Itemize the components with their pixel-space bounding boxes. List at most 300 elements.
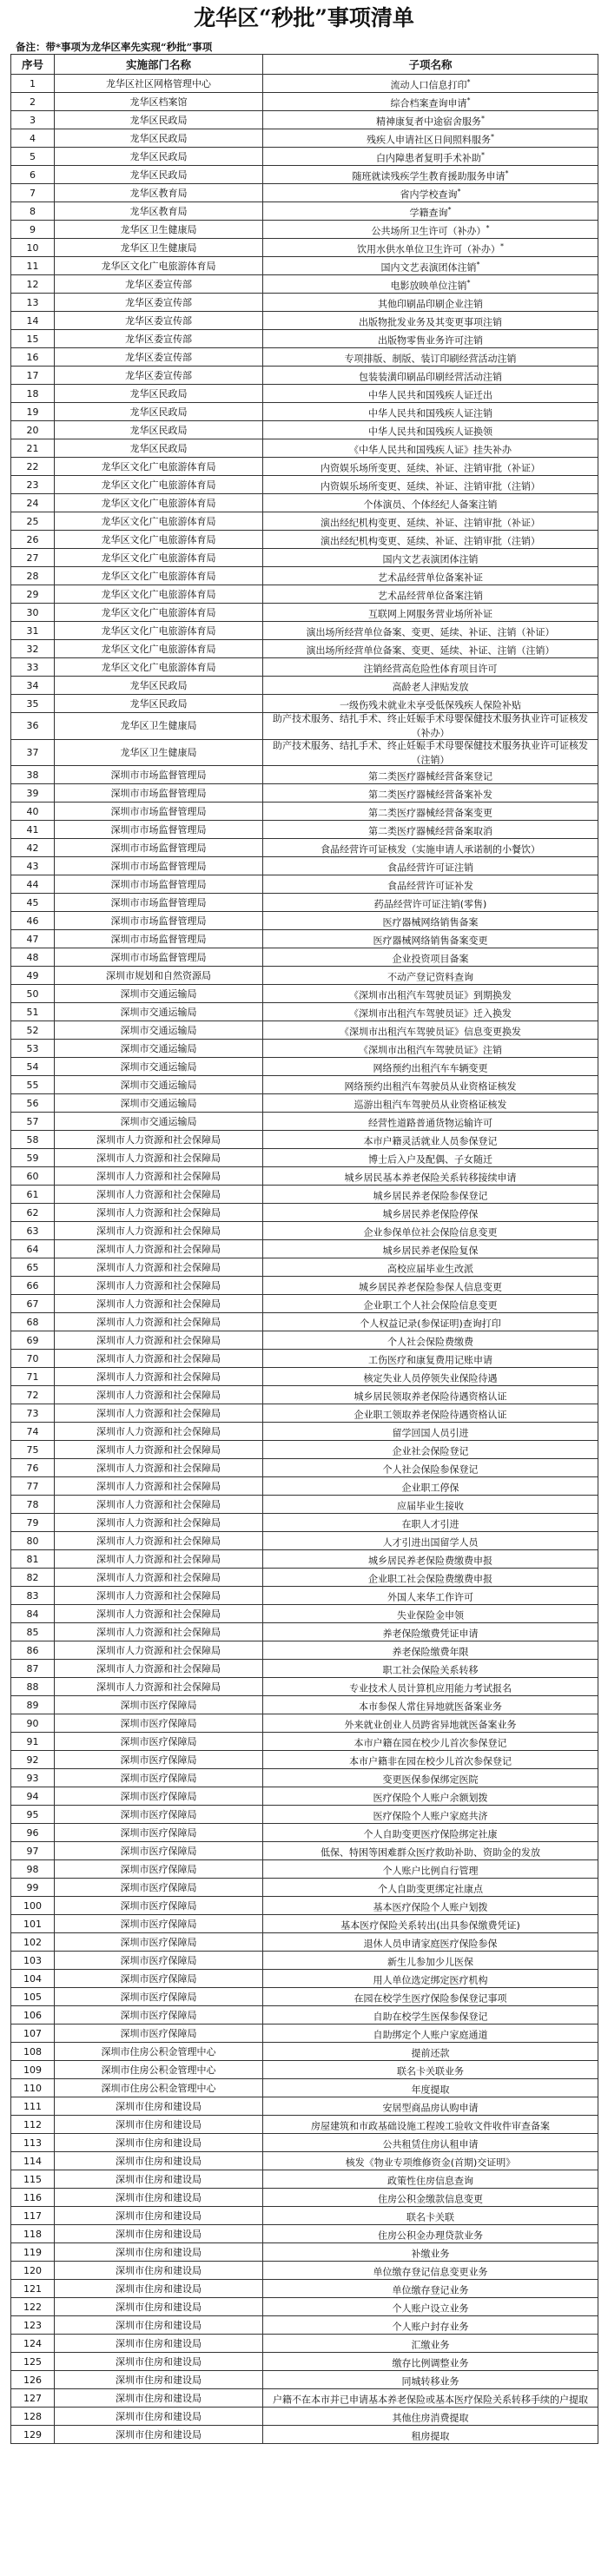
row-item-name [263, 421, 598, 439]
row-department: 深圳市医疗保障局 [55, 1970, 263, 1988]
row-item-name [263, 476, 598, 494]
row-number: 106 [11, 2006, 55, 2024]
table-header-row [11, 55, 598, 75]
row-department: 深圳市人力资源和社会保障局 [55, 1423, 263, 1441]
row-item-name [263, 1021, 598, 1040]
row-department: 深圳市住房公积金管理中心 [55, 2079, 263, 2097]
row-item-text: 企业职工个人社会保险信息变更 [363, 1299, 498, 1311]
row-number: 70 [11, 1350, 55, 1368]
row-item-name [263, 1696, 598, 1714]
row-number: 55 [11, 1076, 55, 1094]
row-department: 深圳市医疗保障局 [55, 2024, 263, 2043]
row-item-text: 高龄老人津贴发放 [392, 681, 469, 693]
row-department: 龙华区民政局 [55, 111, 263, 129]
row-number: 32 [11, 640, 55, 658]
row-department: 龙华区委宣传部 [55, 330, 263, 348]
row-number: 84 [11, 1605, 55, 1623]
row-item-text: 助产技术服务、结扎手术、终止妊娠手术母婴保健技术服务执业许可证核发（注销） [273, 739, 588, 766]
row-item-name [263, 1714, 598, 1733]
row-number: 46 [11, 912, 55, 930]
table-row [11, 1514, 598, 1532]
row-item-text: 内资娱乐场所变更、延续、补证、注销审批（补证） [321, 462, 540, 474]
row-number: 54 [11, 1058, 55, 1076]
row-item-name [263, 1258, 598, 1277]
table-row [11, 111, 598, 129]
row-number: 110 [11, 2079, 55, 2097]
table-row [11, 567, 598, 585]
row-department: 深圳市人力资源和社会保障局 [55, 1641, 263, 1660]
row-number: 22 [11, 458, 55, 476]
row-number: 25 [11, 512, 55, 531]
row-item-text: 单位缴存登记业务 [392, 2284, 469, 2296]
row-item-name [263, 275, 598, 294]
row-department: 龙华区委宣传部 [55, 367, 263, 385]
table-row [11, 512, 598, 531]
row-item-name [263, 1514, 598, 1532]
row-number: 72 [11, 1386, 55, 1404]
table-row [11, 2316, 598, 2335]
row-item-name [263, 1277, 598, 1295]
table-row [11, 2426, 598, 2444]
table-row [11, 367, 598, 385]
row-item-name [263, 1860, 598, 1879]
row-department: 深圳市人力资源和社会保障局 [55, 1496, 263, 1514]
row-department: 深圳市住房和建设局 [55, 2389, 263, 2408]
row-item-name [263, 1368, 598, 1386]
row-item-name [263, 1131, 598, 1149]
row-item-name [263, 2116, 598, 2134]
row-department: 龙华区民政局 [55, 148, 263, 166]
row-item-name [263, 1660, 598, 1678]
row-item-name [263, 912, 598, 930]
table-row [11, 739, 598, 766]
row-department: 深圳市住房和建设局 [55, 2134, 263, 2152]
row-item-text: 同城转移业务 [401, 2375, 459, 2388]
row-number: 39 [11, 784, 55, 803]
row-item-name [263, 129, 598, 148]
row-item-text: 住房公积金办理贷款业务 [378, 2229, 483, 2242]
row-department: 深圳市市场监督管理局 [55, 948, 263, 967]
row-item-name [263, 148, 598, 166]
row-item-name [263, 604, 598, 622]
row-department: 深圳市医疗保障局 [55, 1879, 263, 1897]
row-number: 80 [11, 1532, 55, 1550]
table-row [11, 1094, 598, 1113]
row-item-text: 残疾人申请社区日间照料服务 [367, 134, 491, 146]
table-row [11, 531, 598, 549]
row-item-name [263, 1404, 598, 1423]
row-item-text: 第二类医疗器械经营备案取消 [368, 825, 492, 837]
row-item-name [263, 2426, 598, 2444]
table-row [11, 1350, 598, 1368]
row-item-name [263, 2280, 598, 2298]
row-item-text: 《深圳市出租汽车驾驶员证》注销 [359, 1044, 502, 1056]
table-row [11, 1003, 598, 1021]
row-department: 龙华区教育局 [55, 202, 263, 221]
row-item-text: 出版物批发业务及其变更事项注销 [359, 316, 502, 328]
row-department: 深圳市人力资源和社会保障局 [55, 1131, 263, 1149]
row-number: 51 [11, 1003, 55, 1021]
row-department: 深圳市人力资源和社会保障局 [55, 1149, 263, 1167]
table-row [11, 1131, 598, 1149]
row-item-text: 应届毕业生接收 [397, 1500, 464, 1512]
row-item-name [263, 1113, 598, 1131]
row-number: 129 [11, 2426, 55, 2444]
row-department: 龙华区卫生健康局 [55, 239, 263, 257]
row-number: 35 [11, 695, 55, 713]
row-number: 68 [11, 1313, 55, 1331]
row-department: 龙华区教育局 [55, 184, 263, 202]
row-number: 28 [11, 567, 55, 585]
row-number: 82 [11, 1569, 55, 1587]
row-number: 86 [11, 1641, 55, 1660]
row-item-name [263, 1441, 598, 1459]
row-item-name [263, 1094, 598, 1113]
row-item-name [263, 1879, 598, 1897]
row-number: 31 [11, 622, 55, 640]
row-item-text: 失业保险金申领 [397, 1609, 464, 1622]
row-item-name [263, 1787, 598, 1806]
row-item-name [263, 784, 598, 803]
row-department: 龙华区委宣传部 [55, 312, 263, 330]
row-item-text: 艺术品经营单位备案补证 [378, 571, 483, 584]
row-number: 14 [11, 312, 55, 330]
row-number: 53 [11, 1040, 55, 1058]
row-number: 78 [11, 1496, 55, 1514]
table-row [11, 713, 598, 740]
row-department: 深圳市规划和自然资源局 [55, 967, 263, 985]
row-department: 龙华区文化广电旅游体育局 [55, 494, 263, 512]
row-item-text: 个人账户比例自行管理 [382, 1865, 479, 1877]
row-department: 深圳市人力资源和社会保障局 [55, 1368, 263, 1386]
row-item-name [263, 1477, 598, 1496]
table-row [11, 1113, 598, 1131]
row-department: 深圳市医疗保障局 [55, 1806, 263, 1824]
row-number: 119 [11, 2243, 55, 2262]
row-item-name [263, 1532, 598, 1550]
row-item-text: 企业职工领取养老保险待遇资格认证 [354, 1409, 507, 1421]
row-item-text: 单位缴存登记信息变更业务 [373, 2266, 488, 2278]
table-row [11, 1477, 598, 1496]
first-in-district-mark: * [491, 132, 494, 141]
row-item-name [263, 1733, 598, 1751]
row-item-text: 药品经营许可证注销(零售) [373, 898, 487, 910]
row-department: 深圳市住房和建设局 [55, 2316, 263, 2335]
row-number: 113 [11, 2134, 55, 2152]
row-item-name [263, 821, 598, 839]
row-department: 深圳市医疗保障局 [55, 1733, 263, 1751]
row-number: 59 [11, 1149, 55, 1167]
table-row [11, 839, 598, 857]
row-department: 龙华区文化广电旅游体育局 [55, 531, 263, 549]
table-row [11, 129, 598, 148]
table-row [11, 1970, 598, 1988]
row-item-text: 外国人来华工作许可 [387, 1591, 473, 1603]
row-number: 17 [11, 367, 55, 385]
header-dept: 实施部门名称 [55, 55, 263, 75]
row-department: 深圳市医疗保障局 [55, 1933, 263, 1952]
table-row [11, 1569, 598, 1587]
row-department: 深圳市人力资源和社会保障局 [55, 1222, 263, 1240]
row-item-text: 中华人民共和国残疾人证注销 [368, 407, 492, 419]
table-row [11, 294, 598, 312]
row-number: 71 [11, 1368, 55, 1386]
row-number: 6 [11, 166, 55, 184]
row-number: 49 [11, 967, 55, 985]
table-row [11, 1550, 598, 1569]
header-item: 子项名称 [263, 55, 598, 75]
row-department: 龙华区民政局 [55, 421, 263, 439]
row-department: 深圳市医疗保障局 [55, 1769, 263, 1787]
row-number: 60 [11, 1167, 55, 1186]
table-row [11, 166, 598, 184]
row-number: 91 [11, 1733, 55, 1751]
row-item-name [263, 2243, 598, 2262]
row-item-name [263, 640, 598, 658]
table-row [11, 257, 598, 275]
row-item-name [263, 2353, 598, 2371]
row-item-text: 食品经营许可证补发 [387, 880, 473, 892]
row-item-text: 《深圳市出租汽车驾驶员证》迁入换发 [349, 1007, 512, 1020]
row-item-text: 户籍不在本市并已申请基本养老保险或基本医疗保险关系转移手续的户提取 [273, 2394, 588, 2406]
row-item-name [263, 93, 598, 111]
table-row [11, 2243, 598, 2262]
row-item-text: 企业社会保险登记 [392, 1445, 469, 1457]
row-item-name [263, 585, 598, 604]
row-department: 龙华区卫生健康局 [55, 739, 263, 766]
row-item-name [263, 1423, 598, 1441]
table-row [11, 2043, 598, 2061]
first-in-district-mark: * [447, 205, 452, 214]
row-item-name [263, 221, 598, 239]
row-number: 10 [11, 239, 55, 257]
row-number: 87 [11, 1660, 55, 1678]
table-row [11, 2024, 598, 2043]
row-item-text: 出版物零售业务许可注销 [378, 334, 483, 347]
row-department: 龙华区文化广电旅游体育局 [55, 658, 263, 677]
row-item-text: 在园在校学生医疗保险参保登记事项 [354, 1992, 507, 2005]
row-number: 12 [11, 275, 55, 294]
row-item-text: 《中华人民共和国残疾人证》挂失补办 [349, 444, 512, 456]
row-department: 深圳市市场监督管理局 [55, 821, 263, 839]
row-item-text: 城乡居民养老保险停保 [382, 1208, 479, 1220]
row-department: 深圳市交通运输局 [55, 1094, 263, 1113]
table-row [11, 1459, 598, 1477]
table-row [11, 1167, 598, 1186]
row-number: 118 [11, 2225, 55, 2243]
row-item-name [263, 1496, 598, 1514]
row-item-name [263, 385, 598, 403]
row-item-name [263, 2043, 598, 2061]
row-item-text: 房屋建筑和市政基础设施工程竣工验收文件收件审查备案 [311, 2120, 550, 2132]
table-row [11, 1587, 598, 1605]
row-item-name [263, 494, 598, 512]
table-row [11, 1860, 598, 1879]
table-row [11, 2262, 598, 2280]
row-department: 龙华区档案馆 [55, 93, 263, 111]
table-row [11, 1295, 598, 1313]
row-number: 63 [11, 1222, 55, 1240]
row-item-text: 个人账户设立业务 [392, 2302, 469, 2315]
table-row [11, 930, 598, 948]
row-number: 43 [11, 857, 55, 875]
row-item-name [263, 2389, 598, 2408]
table-row [11, 2170, 598, 2189]
row-item-name [263, 1222, 598, 1240]
row-item-name [263, 948, 598, 967]
row-number: 50 [11, 985, 55, 1003]
row-department: 深圳市人力资源和社会保障局 [55, 1660, 263, 1678]
row-department: 龙华区民政局 [55, 166, 263, 184]
row-number: 127 [11, 2389, 55, 2408]
row-item-text: 个人账户封存业务 [392, 2321, 469, 2333]
row-item-text: 省内学校查询 [400, 188, 458, 201]
row-item-text: 基本医疗保险个人账户划拨 [373, 1901, 488, 1913]
row-item-text: 中华人民共和国残疾人证迁出 [368, 389, 492, 401]
table-row [11, 275, 598, 294]
row-item-text: 自助在校学生医保参保登记 [373, 2011, 488, 2023]
remark-note: 备注：带*事项为龙华区率先实现“秒批”事项 [16, 41, 213, 53]
row-department: 深圳市人力资源和社会保障局 [55, 1569, 263, 1587]
row-item-name [263, 294, 598, 312]
table-row [11, 1933, 598, 1952]
row-item-text: 演出场所经营单位备案、变更、延续、补证、注销（补证） [306, 626, 555, 638]
first-in-district-mark: * [486, 223, 490, 232]
row-number: 1 [11, 75, 55, 93]
row-item-text: 提前还款 [411, 2047, 450, 2059]
row-item-name [263, 1149, 598, 1167]
table-row [11, 1824, 598, 1842]
table-row [11, 2061, 598, 2079]
row-number: 120 [11, 2262, 55, 2280]
row-item-text: 包装装潢印刷品印刷经营活动注销 [359, 371, 502, 383]
row-item-name [263, 531, 598, 549]
row-item-name [263, 1915, 598, 1933]
row-item-text: 网络预约出租汽车车辆变更 [373, 1062, 488, 1074]
table-row [11, 1386, 598, 1404]
table-row [11, 1076, 598, 1094]
table-row [11, 1058, 598, 1076]
table-row [11, 1021, 598, 1040]
row-item-name [263, 2225, 598, 2243]
row-item-text: 用人单位选定绑定医疗机构 [373, 1974, 488, 1986]
row-item-text: 外来就业创业人员跨省异地就医备案业务 [344, 1719, 517, 1731]
row-item-name [263, 1058, 598, 1076]
table-row [11, 93, 598, 111]
row-item-text: 补缴业务 [411, 2248, 450, 2260]
row-item-name [263, 1970, 598, 1988]
table-row [11, 985, 598, 1003]
row-item-text: 联名卡关联业务 [397, 2065, 464, 2077]
table-row [11, 148, 598, 166]
row-item-text: 联名卡关联 [406, 2211, 454, 2223]
table-row [11, 1879, 598, 1897]
table-row [11, 1368, 598, 1386]
row-item-name [263, 658, 598, 677]
row-department: 深圳市医疗保障局 [55, 1915, 263, 1933]
table-row [11, 1733, 598, 1751]
table-row [11, 640, 598, 658]
row-item-text: 演出经纪机构变更、延续、补证、注销审批（注销） [321, 535, 540, 547]
row-item-text: 企业投资项目备案 [392, 953, 469, 965]
row-department: 深圳市人力资源和社会保障局 [55, 1678, 263, 1696]
row-department: 龙华区民政局 [55, 403, 263, 421]
row-number: 108 [11, 2043, 55, 2061]
row-item-text: 政策性住房信息查询 [387, 2175, 473, 2187]
row-item-text: 互联网上网服务营业场所补证 [368, 608, 492, 620]
row-department: 深圳市医疗保障局 [55, 2006, 263, 2024]
row-number: 92 [11, 1751, 55, 1769]
row-item-name [263, 1240, 598, 1258]
table-row [11, 2353, 598, 2371]
row-item-text: 助产技术服务、结扎手术、终止妊娠手术母婴保健技术服务执业许可证核发（补办） [273, 713, 588, 739]
row-department: 深圳市人力资源和社会保障局 [55, 1204, 263, 1222]
row-item-text: 变更医保参保绑定医院 [382, 1773, 479, 1786]
table-row [11, 1751, 598, 1769]
table-row [11, 1404, 598, 1423]
row-number: 103 [11, 1952, 55, 1970]
row-number: 57 [11, 1113, 55, 1131]
row-department: 深圳市人力资源和社会保障局 [55, 1587, 263, 1605]
table-row [11, 857, 598, 875]
row-item-text: 饮用水供水单位卫生许可（补办） [357, 243, 500, 255]
row-department: 深圳市交通运输局 [55, 1040, 263, 1058]
table-row [11, 494, 598, 512]
row-number: 124 [11, 2335, 55, 2353]
row-item-name [263, 1933, 598, 1952]
table-row [11, 1441, 598, 1459]
row-department: 深圳市人力资源和社会保障局 [55, 1331, 263, 1350]
row-item-text: 安居型商品房认购申请 [382, 2102, 479, 2114]
row-number: 111 [11, 2097, 55, 2116]
row-item-name [263, 2134, 598, 2152]
row-number: 104 [11, 1970, 55, 1988]
row-department: 深圳市住房和建设局 [55, 2097, 263, 2116]
row-item-text: 其他住房消费提取 [392, 2412, 469, 2424]
row-number: 102 [11, 1933, 55, 1952]
item-table [10, 54, 598, 2444]
row-item-text: 专业技术人员计算机应用能力考试报名 [349, 1682, 512, 1694]
row-item-name [263, 1806, 598, 1824]
row-item-text: 个人权益记录(参保证明)查询打印 [360, 1318, 501, 1330]
row-item-name [263, 2079, 598, 2097]
table-row [11, 2006, 598, 2024]
row-item-name [263, 1623, 598, 1641]
row-item-name [263, 1040, 598, 1058]
row-item-text: 企业职工社会保险费缴费申报 [368, 1573, 492, 1585]
row-item-text: 随班就读残疾学生教育援助服务申请 [352, 170, 506, 182]
first-in-district-mark: * [476, 260, 480, 268]
row-number: 26 [11, 531, 55, 549]
row-item-name [263, 512, 598, 531]
row-number: 38 [11, 766, 55, 784]
row-department: 深圳市市场监督管理局 [55, 784, 263, 803]
row-item-text: 国内文艺表演团体注销 [382, 553, 479, 565]
row-department: 深圳市市场监督管理局 [55, 857, 263, 875]
row-department: 深圳市住房和建设局 [55, 2225, 263, 2243]
row-item-text: 城乡居民养老保险费缴费申报 [368, 1555, 492, 1567]
row-item-name [263, 2097, 598, 2116]
row-item-name [263, 2371, 598, 2389]
row-number: 101 [11, 1915, 55, 1933]
table-row [11, 1331, 598, 1350]
row-item-text: 医疗保险个人账户家庭共济 [373, 1810, 488, 1822]
row-department: 深圳市交通运输局 [55, 1021, 263, 1040]
row-number: 29 [11, 585, 55, 604]
row-department: 深圳市市场监督管理局 [55, 930, 263, 948]
table-row [11, 2225, 598, 2243]
row-item-text: 个人社会保险费缴费 [387, 1336, 473, 1348]
